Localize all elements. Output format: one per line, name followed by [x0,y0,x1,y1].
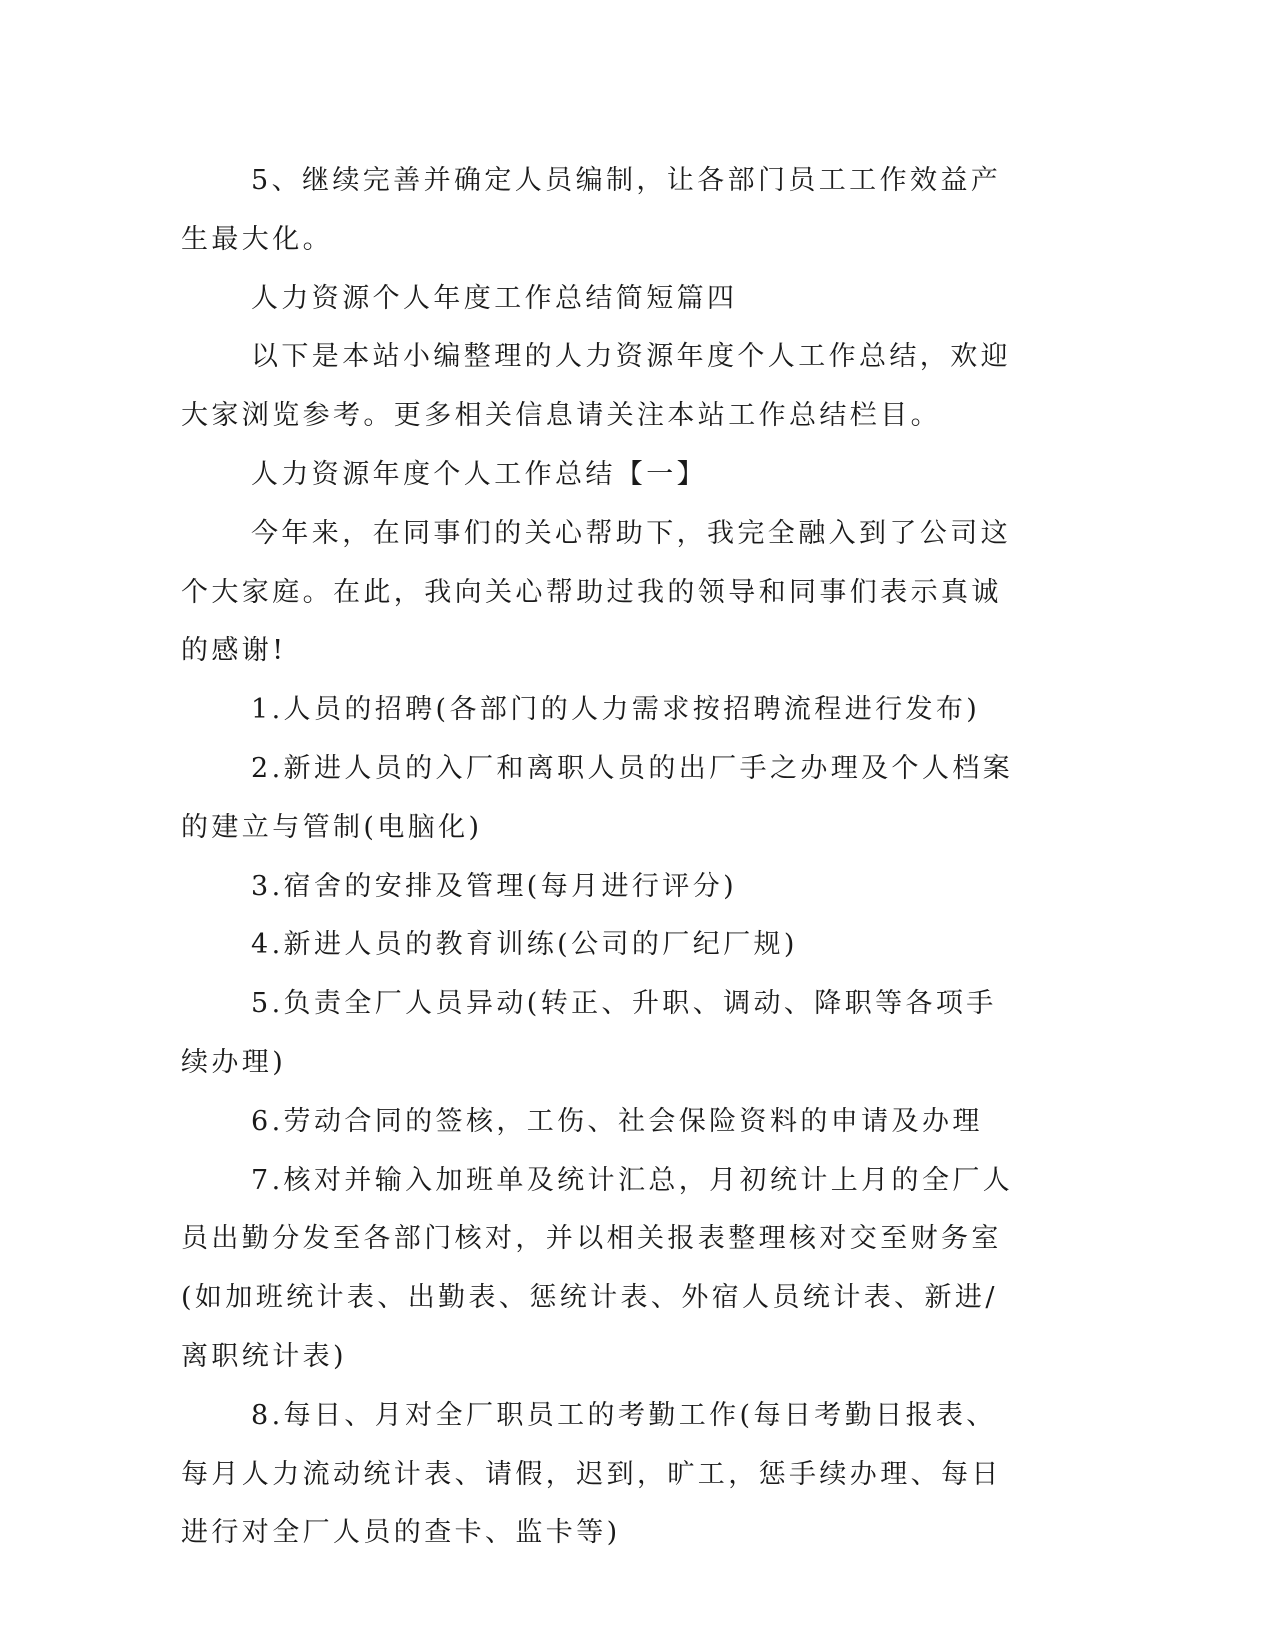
document-body [181,152,1027,1563]
opening-paragraph: 今年来，在同事们的关心帮助下，我完全融入到了公司这个大家庭。在此，我向关心帮助过我的领导和同事们表示真诚的感谢! [181,517,1011,667]
duty-item-4: 4.新进人员的教育训练(公司的厂纪厂规) [251,929,798,961]
section-heading-part-four: 人力资源个人年度工作总结简短篇四 [251,282,738,314]
duty-item-1: 1.人员的招聘(各部门的人力需求按招聘流程进行发布) [251,694,981,726]
duty-item-6: 6.劳动合同的签核，工伤、社会保险资料的申请及办理 [251,1105,983,1137]
duty-item-7: 7.核对并输入加班单及统计汇总，月初统计上月的全厂人员出勤分发至各部门核对，并以相关报表整理核对交至财务室(如加班统计表、出勤表、惩统计表、外宿人员统计表、新进/离职统计表) [181,1164,1014,1372]
section-heading-one: 人力资源年度个人工作总结【一】 [251,458,707,490]
duty-item-8: 8.每日、月对全厂职员工的考勤工作(每日考勤日报表、每月人力流动统计表、请假，迟到，旷工，惩手续办理、每日进行对全厂人员的查卡、监卡等) [181,1399,1002,1549]
intro-paragraph: 以下是本站小编整理的人力资源年度个人工作总结，欢迎大家浏览参考。更多相关信息请关注本站工作总结栏目。 [181,341,1011,432]
paragraph-item-5: 5、继续完善并确定人员编制，让各部门员工工作效益产生最大化。 [181,165,1002,255]
duty-item-2: 2.新进人员的入厂和离职人员的出厂手之办理及个人档案的建立与管制(电脑化) [181,752,1014,843]
duty-item-5: 5.负责全厂人员异动(转正、升职、调动、降职等各项手续办理) [181,988,997,1078]
duty-item-3: 3.宿舍的安排及管理(每月进行评分) [251,870,738,902]
